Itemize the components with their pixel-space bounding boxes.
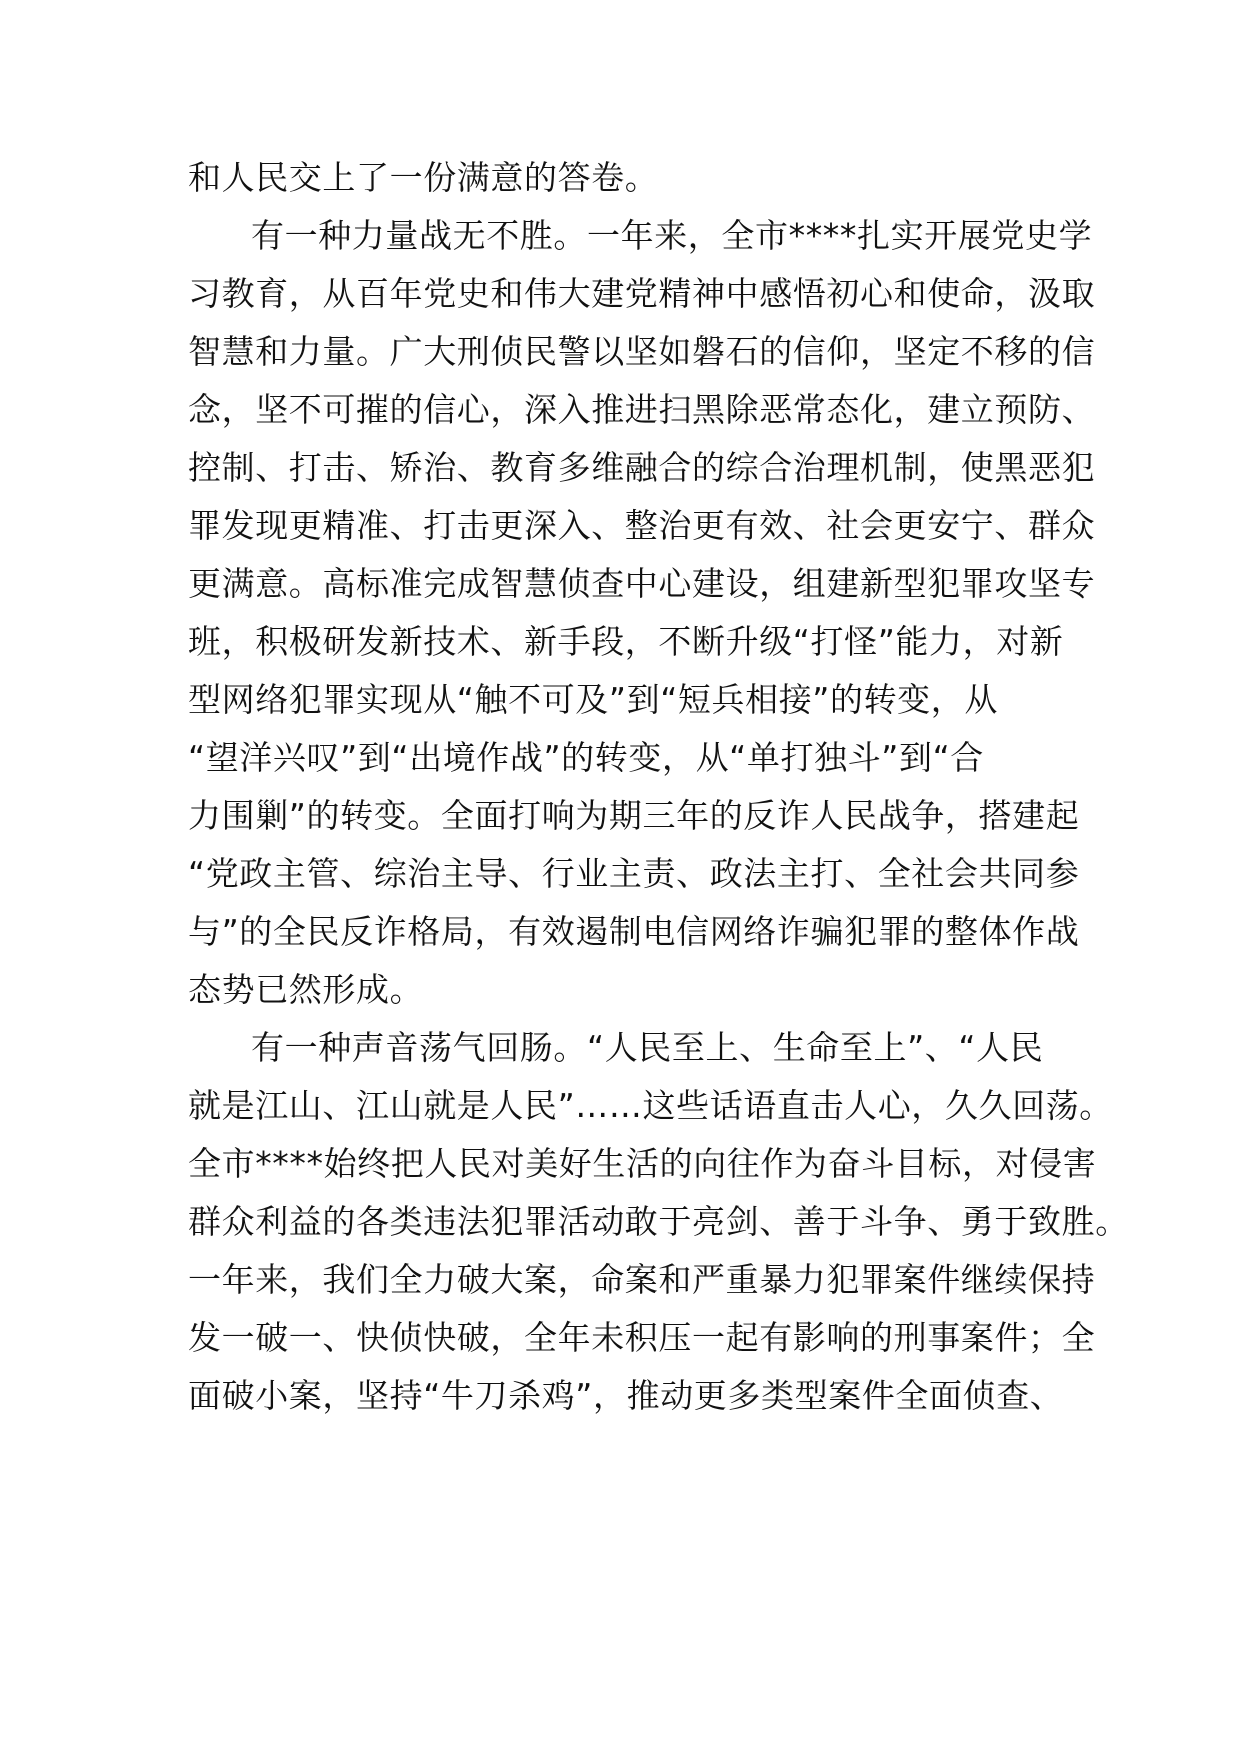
body-line: 就是江山、江山就是人民”……这些话语直击人心，久久回荡。 — [188, 1086, 1113, 1125]
body-line: 发一破一、快侦快破，全年未积压一起有影响的刑事案件；全 — [188, 1318, 1096, 1357]
body-line: 态势已然形成。 — [188, 970, 424, 1009]
body-line: 一年来，我们全力破大案，命案和严重暴力犯罪案件继续保持 — [188, 1260, 1096, 1299]
body-line: 力围剿”的转变。全面打响为期三年的反诈人民战争，搭建起 — [188, 796, 1080, 835]
body-line: 班，积极研发新技术、新手段，不断升级“打怪”能力，对新 — [188, 622, 1064, 661]
body-line: “党政主管、综治主导、行业主责、政法主打、全社会共同参 — [188, 854, 1080, 893]
body-line: 习教育，从百年党史和伟大建党精神中感悟初心和使命，汲取 — [188, 274, 1096, 313]
body-line: 控制、打击、矫治、教育多维融合的综合治理机制，使黑恶犯 — [188, 448, 1096, 487]
paragraph-start-line: 有一种力量战无不胜。一年来，全市****扎实开展党史学 — [251, 216, 1093, 255]
body-line: 和人民交上了一份满意的答卷。 — [188, 158, 659, 197]
body-line: 更满意。高标准完成智慧侦查中心建设，组建新型犯罪攻坚专 — [188, 564, 1096, 603]
body-line: 智慧和力量。广大刑侦民警以坚如磐石的信仰，坚定不移的信 — [188, 332, 1096, 371]
paragraph-start-line: 有一种声音荡气回肠。“人民至上、生命至上”、“人民 — [251, 1028, 1044, 1067]
body-line: 面破小案，坚持“牛刀杀鸡”，推动更多类型案件全面侦查、 — [188, 1376, 1064, 1415]
body-line: 罪发现更精准、打击更深入、整治更有效、社会更安宁、群众 — [188, 506, 1096, 545]
body-line: 念，坚不可摧的信心，深入推进扫黑除恶常态化，建立预防、 — [188, 390, 1096, 429]
body-line: 群众利益的各类违法犯罪活动敢于亮剑、善于斗争、勇于致胜。 — [188, 1202, 1129, 1241]
body-line: 全市****始终把人民对美好生活的向往作为奋斗目标，对侵害 — [188, 1144, 1097, 1183]
body-line: 与”的全民反诈格局，有效遏制电信网络诈骗犯罪的整体作战 — [188, 912, 1080, 951]
body-line: 型网络犯罪实现从“触不可及”到“短兵相接”的转变，从 — [188, 680, 998, 719]
body-line: “望洋兴叹”到“出境作战”的转变，从“单打独斗”到“合 — [188, 738, 984, 777]
